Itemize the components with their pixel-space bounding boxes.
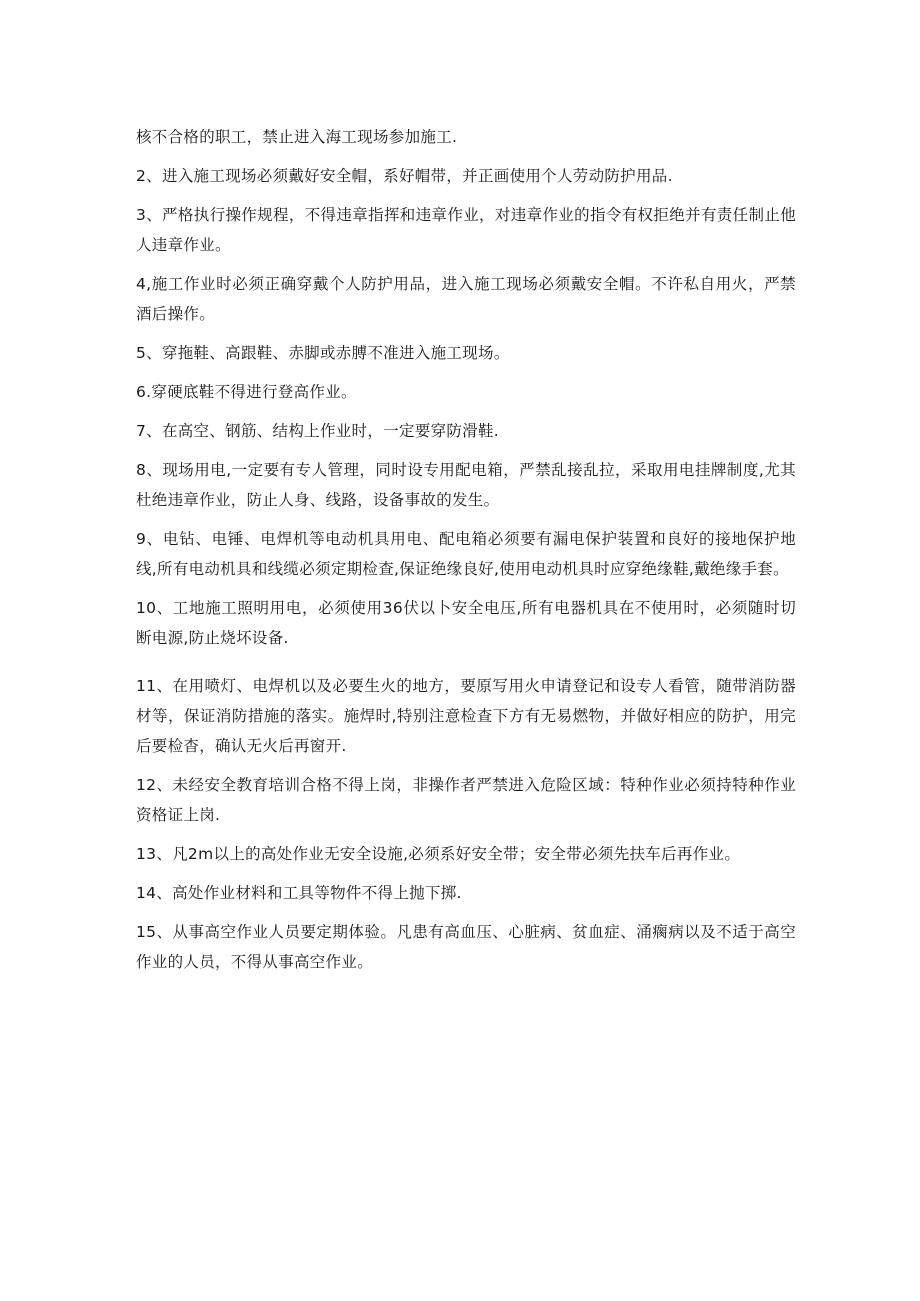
paragraph-continuation: 核不合格的职工，禁止进入海工现场参加施工. bbox=[136, 128, 458, 146]
rule-12: 12、未经安全教育培训合格不得上岗，非操作者严禁进入危险区域：特种作业必须持特种作业资格证上岗. bbox=[136, 776, 796, 824]
rule-3: 3、严格执行操作规程，不得违章指挥和违章作业，对违章作业的指令有权拒绝并有责任制止他人违章作业。 bbox=[136, 206, 796, 254]
rule-4: 4,施工作业时必须正确穿戴个人防护用品，进入施工现场必须戴安全帽。不许私自用火，严禁酒后操作。 bbox=[136, 275, 796, 323]
rule-10: 10、工地施工照明用电，必须使用36伏以卜安全电压,所有电器机具在不使用时，必须随时切断电源,防止烧坏设备. bbox=[136, 599, 796, 647]
rule-7: 7、在高空、钢筋、结构上作业时，一定要穿防滑鞋. bbox=[136, 422, 499, 440]
rule-2: 2、进入施工现场必须戴好安全帽，系好帽带，并正画使用个人劳动防护用品. bbox=[136, 167, 673, 185]
rule-13: 13、凡2m以上的高处作业无安全设施,必须系好安全带；安全带必须先扶车后再作业。 bbox=[136, 845, 741, 863]
rule-8: 8、现场用电,一定要有专人管理，同时设专用配电箱，严禁乱接乱拉，采取用电挂牌制度,尤其杜绝违章作业，防止人身、线路，设备事故的发生。 bbox=[136, 461, 796, 509]
rule-5: 5、穿拖鞋、高跟鞋、赤脚或赤膊不准进入施工现场。 bbox=[136, 344, 510, 362]
rule-9: 9、电钻、电锤、电焊机等电动机具用电、配电箱必须要有漏电保护装置和良好的接地保护地线,所有电动机具和线缆必须定期检查,保证绝缘良好,使用电动机具时应穿绝缘鞋,戴绝缘手套。 bbox=[136, 530, 796, 578]
document-body bbox=[136, 122, 796, 986]
rule-6: 6.穿硬底鞋不得进行登高作业。 bbox=[136, 383, 357, 401]
rule-14: 14、高处作业材料和工具等物件不得上抛下掷. bbox=[136, 884, 462, 902]
rule-15: 15、从事高空作业人员要定期体验。凡患有高血压、心脏病、贫血症、涌瘸病以及不适于高空作业的人员，不得从事高空作业。 bbox=[136, 923, 796, 971]
rule-11: 11、在用喷灯、电焊机以及必要生火的地方，要原写用火申请登记和设专人看管，随带消防器材等，保证消防措施的落实。施焊时,特别注意检查下方有无易燃物，并做好相应的防护，用完后要检杳，确认无火后再窗开. bbox=[136, 677, 796, 755]
